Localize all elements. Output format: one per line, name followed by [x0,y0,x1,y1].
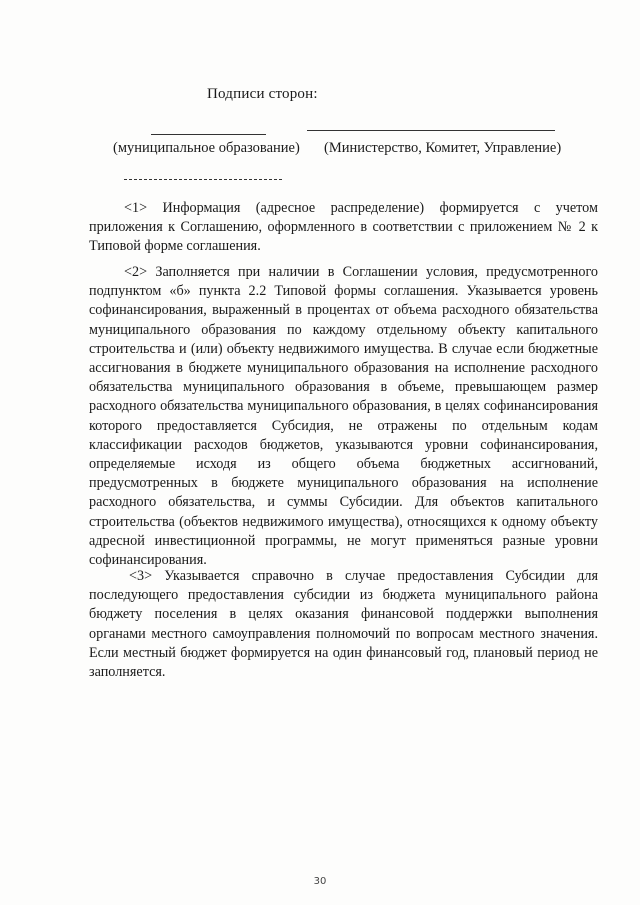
municipality-signature-label: (муниципальное образование) [113,140,300,156]
footnote-3: <3> Указывается справочно в случае предоставления Субсидии для последующего предоставления субсидии из бюджета муниципального района бюджету поселения в целях оказания финансовой поддержки выполнения органами местного самоуправления полномочий по вопросам местного значения. Если местный бюджет формируется на один финансовый год, плановый период не заполняется. [89,568,598,681]
signatures-heading: Подписи сторон: [207,86,318,102]
footnote-separator [124,179,282,180]
municipality-signature-line [151,134,266,135]
ministry-signature-label: (Министерство, Комитет, Управление) [324,140,562,156]
footnote-1: <1> Информация (адресное распределение) формируется с учетом приложения к Соглашению, оформленного в соответствии с приложением № 2 к Типовой форме соглашения. [89,200,598,255]
footnote-2: <2> Заполняется при наличии в Соглашении условия, предусмотренного подпунктом «б» пункта 2.2 Типовой формы соглашения. Указывается уровень софинансирования, выраженный в процентах от объема расходного обязательства муниципального образования по каждому отдельному объекту капитального строительства и (или) объекту недвижимого имущества. В случае если бюджетные ассигнования в бюджете муниципального образования на исполнение расходного обязательства муниципального образования в объеме, превышающем размер расходного обязательства муниципального образования, в целях софинансирования которого предоставляется Субсидия, не отражены по отдельным кодам классификации расходов бюджетов, указываются уровни софинансирования, определяемые исходя из общего объема бюджетных ассигнований, предусмотренных в бюджете муниципального образования на исполнение расходного обязательства, и суммы Субсидии. Для объектов капитального строительства (объектов недвижимого имущества), относящихся к одному объекту адресной инвестиционной программы, не могут применяться разные уровни софинансирования. [89,264,598,569]
page-number: 30 [313,876,327,887]
ministry-signature-line [307,130,555,131]
